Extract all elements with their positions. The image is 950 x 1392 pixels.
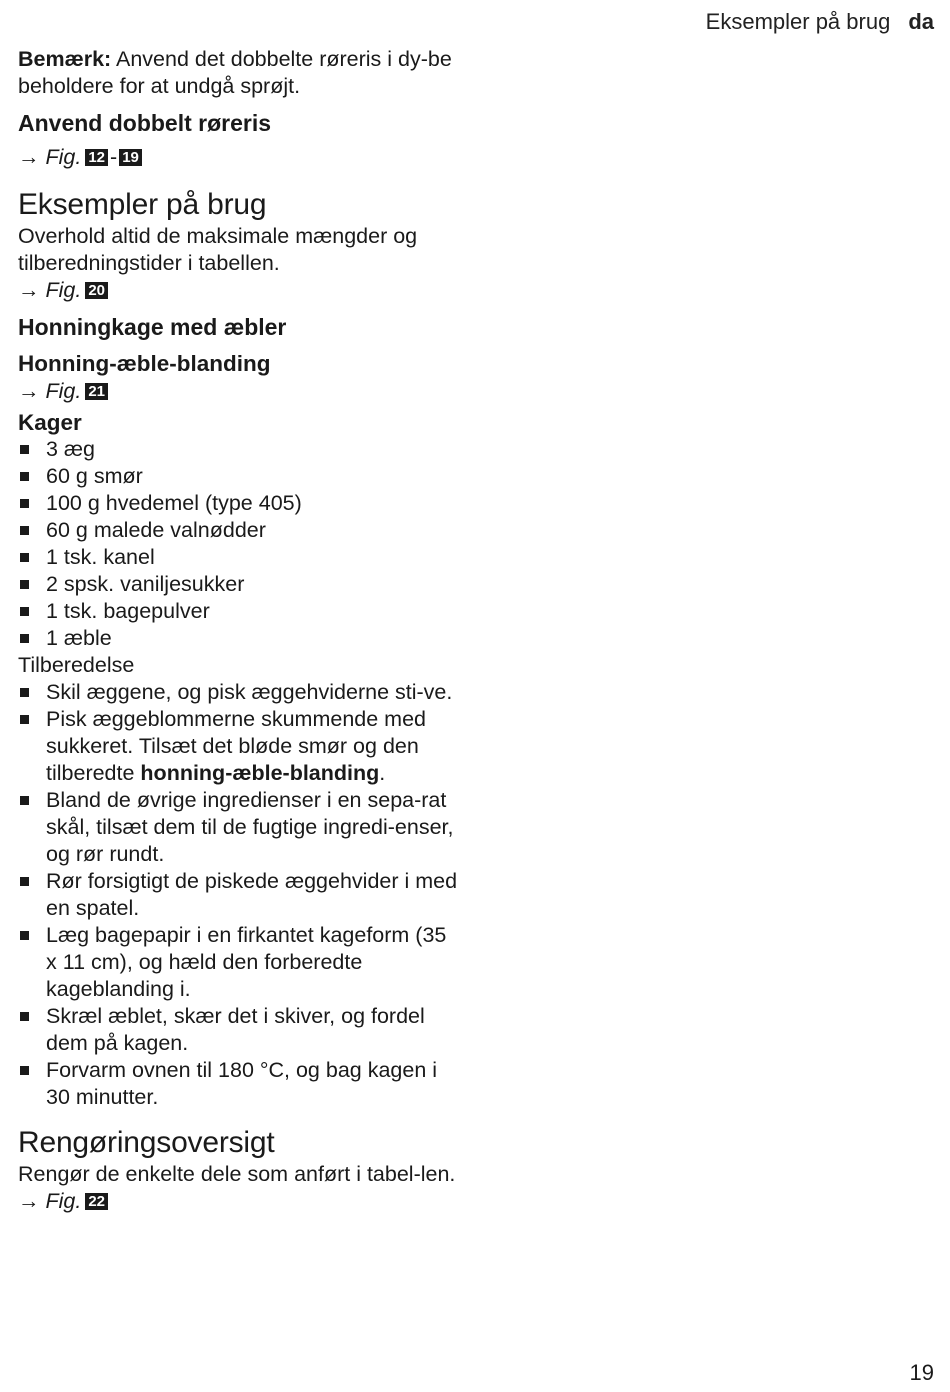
arrow-icon: → — [18, 379, 40, 403]
main-column — [18, 46, 463, 1215]
list-item: 60 g smør — [18, 463, 463, 490]
note-text: Anvend det dobbelte røreris i dy-be beholdere for at undgå sprøjt. — [18, 47, 452, 98]
list-item: 2 spsk. vaniljesukker — [18, 571, 463, 598]
fig-label: Fig. — [45, 1189, 82, 1213]
heading-honey-apple-mix: Honning-æble-blanding — [18, 351, 271, 376]
list-item: Rør forsigtigt de piskede æggehvider i med en spatel. — [18, 868, 463, 922]
list-item: Forvarm ovnen til 180 °C, og bag kagen i 30 minutter. — [18, 1057, 463, 1111]
step-bold-text: honning-æble-blanding — [140, 761, 380, 785]
arrow-icon: → — [18, 278, 40, 302]
page-number: 19 — [909, 1360, 934, 1385]
heading-eksempler: Eksempler på brug — [18, 188, 267, 221]
list-item: 1 tsk. bagepulver — [18, 598, 463, 625]
list-item: 100 g hvedemel (type 405) — [18, 490, 463, 517]
fig-badge-20: 20 — [85, 282, 108, 299]
cleaning-intro: Rengør de enkelte dele som anført i tabel-len. — [18, 1162, 456, 1186]
heading-cleaning: Rengøringsoversigt — [18, 1126, 275, 1159]
arrow-icon: → — [18, 145, 40, 169]
list-item: 1 tsk. kanel — [18, 544, 463, 571]
heading-dobbelt-roereris: Anvend dobbelt røreris — [18, 110, 272, 136]
note-label: Bemærk: — [18, 47, 112, 71]
step-text: Pisk æggeblommerne skummende med sukkeret. Tilsæt det bløde smør og den tilberedte — [46, 707, 426, 785]
ingredient-list — [18, 436, 463, 652]
fig-range-separator: - — [110, 145, 118, 169]
list-item — [18, 706, 463, 787]
list-item: 60 g malede valnødder — [18, 517, 463, 544]
heading-kager: Kager — [18, 410, 82, 435]
fig-label: Fig. — [45, 278, 82, 302]
fig-badge-21: 21 — [85, 383, 108, 400]
list-item: Læg bagepapir i en firkantet kageform (35 x 11 cm), og hæld den forberedte kageblanding i. — [18, 922, 463, 1003]
fig-ref-21 — [18, 378, 463, 405]
fig-ref-12-19 — [18, 144, 463, 171]
list-item: Bland de øvrige ingredienser i en sepa-rat skål, tilsæt dem til de fugtige ingredi-enser, og rør rundt. — [18, 787, 463, 868]
header-title: Eksempler på brug — [705, 9, 891, 34]
examples-intro: Overhold altid de maksimale mængder og tilberedningstider i tabellen. — [18, 224, 418, 275]
fig-ref-22 — [18, 1188, 463, 1215]
prep-steps — [18, 679, 463, 1111]
list-item: 3 æg — [18, 436, 463, 463]
fig-badge-12: 12 — [85, 149, 108, 166]
page-header — [706, 8, 934, 36]
arrow-icon: → — [18, 1189, 40, 1213]
list-item: Skil æggene, og pisk æggehviderne sti-ve. — [18, 679, 463, 706]
step-text-end: . — [379, 761, 386, 785]
fig-label: Fig. — [45, 145, 82, 169]
list-item: Skræl æblet, skær det i skiver, og fordel dem på kagen. — [18, 1003, 463, 1057]
header-language: da — [908, 9, 934, 34]
fig-badge-19: 19 — [119, 149, 142, 166]
note — [18, 46, 463, 100]
heading-recipe: Honningkage med æbler — [18, 314, 287, 340]
fig-label: Fig. — [45, 379, 82, 403]
list-item: 1 æble — [18, 625, 463, 652]
fig-ref-20 — [18, 277, 463, 304]
prep-label: Tilberedelse — [18, 653, 135, 677]
fig-badge-22: 22 — [85, 1193, 108, 1210]
